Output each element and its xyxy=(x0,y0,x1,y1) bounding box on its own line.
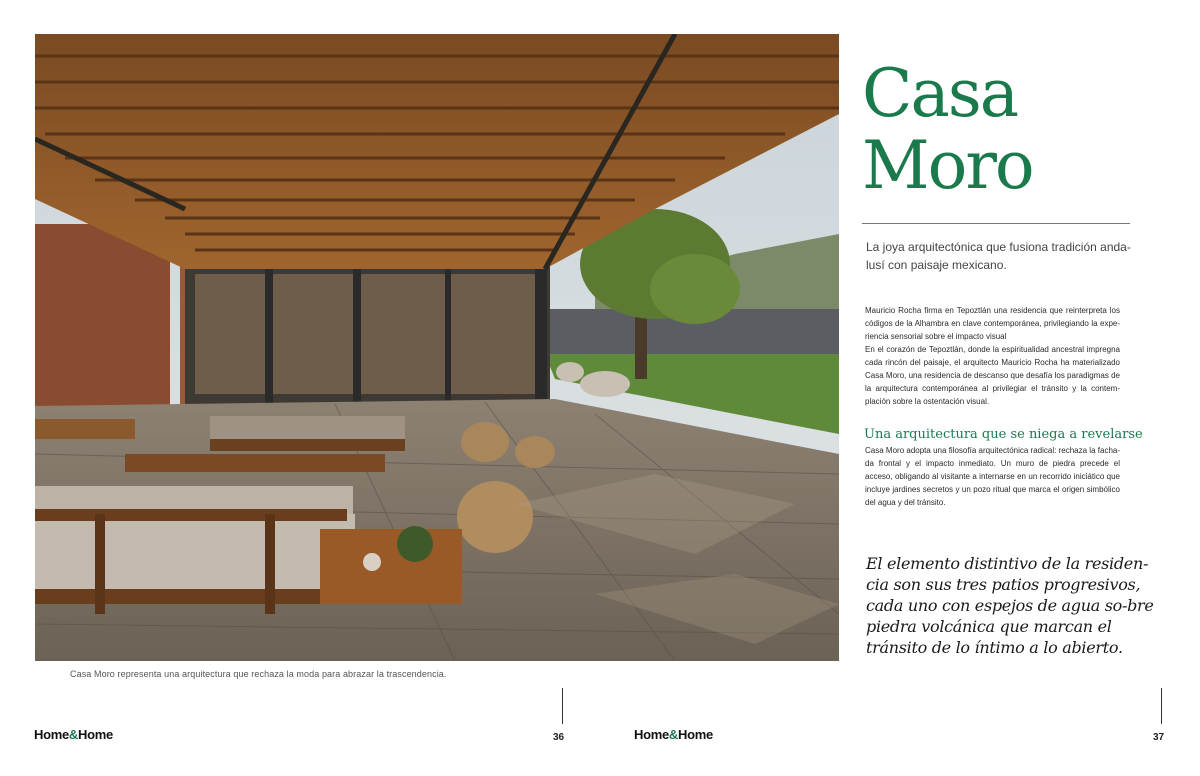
footer-divider-right xyxy=(1161,688,1162,724)
intro-text xyxy=(865,304,1120,408)
page-number-right: 37 xyxy=(1153,732,1165,743)
brand-word: Home xyxy=(78,727,113,742)
brand-logo-left xyxy=(34,727,113,742)
brand-logo-right xyxy=(634,727,713,742)
intro-paragraph-2: En el corazón de Tepoztlán, donde la espiritualidad ancestral impregna cada rincón del paisaje, el arquitecto Mauricio Rocha ha materializado Casa Moro, una residencia de descanso que desafía los paradigmas de la arquitectura contemporánea al privilegiar el tránsito y la contem-plación sobre la ostentación visual. xyxy=(865,345,1120,406)
title-line-2: Moro xyxy=(862,127,1033,204)
pull-quote: El elemento distintivo de la residen-cia son sus tres patios progresivos, cada uno con espejos de agua so-bre piedra volcánica que marcan el tránsito de lo íntimo a lo abierto. xyxy=(866,554,1154,657)
section-body: Casa Moro adopta una filosofía arquitectónica radical: rechaza la facha-da frontal y el impacto inmediato. Un muro de piedra precede el acceso, obligando al visitante a internarse en un recorrido iniciático que incluye jardines secretos y un pozo ritual que marca el origen simbólico del agua y del tránsito. xyxy=(865,446,1120,507)
brand-ampersand: & xyxy=(668,727,679,742)
brand-word: Home xyxy=(678,727,713,742)
terrace-illustration xyxy=(35,34,839,661)
article-title xyxy=(862,55,1182,204)
brand-word: Home xyxy=(634,727,669,742)
section-heading: Una arquitectura que se niega a revelarse xyxy=(864,427,1143,442)
title-line-1: Casa xyxy=(862,55,1018,132)
intro-paragraph-1: Mauricio Rocha firma en Tepoztlán una residencia que reinterpreta los códigos de la Alhambra en clave contemporánea, privilegiando la expe-riencia sensorial sobre el impacto visual xyxy=(865,306,1120,341)
brand-ampersand: & xyxy=(68,727,79,742)
title-divider xyxy=(862,223,1130,224)
hero-photo xyxy=(35,34,839,661)
brand-word: Home xyxy=(34,727,69,742)
article-subtitle: La joya arquitectónica que fusiona tradición anda-lusí con paisaje mexicano. xyxy=(866,240,1131,272)
footer-divider-left xyxy=(562,688,563,724)
photo-caption: Casa Moro representa una arquitectura que rechaza la moda para abrazar la trascendencia. xyxy=(70,669,447,679)
page-number-left: 36 xyxy=(553,732,565,743)
